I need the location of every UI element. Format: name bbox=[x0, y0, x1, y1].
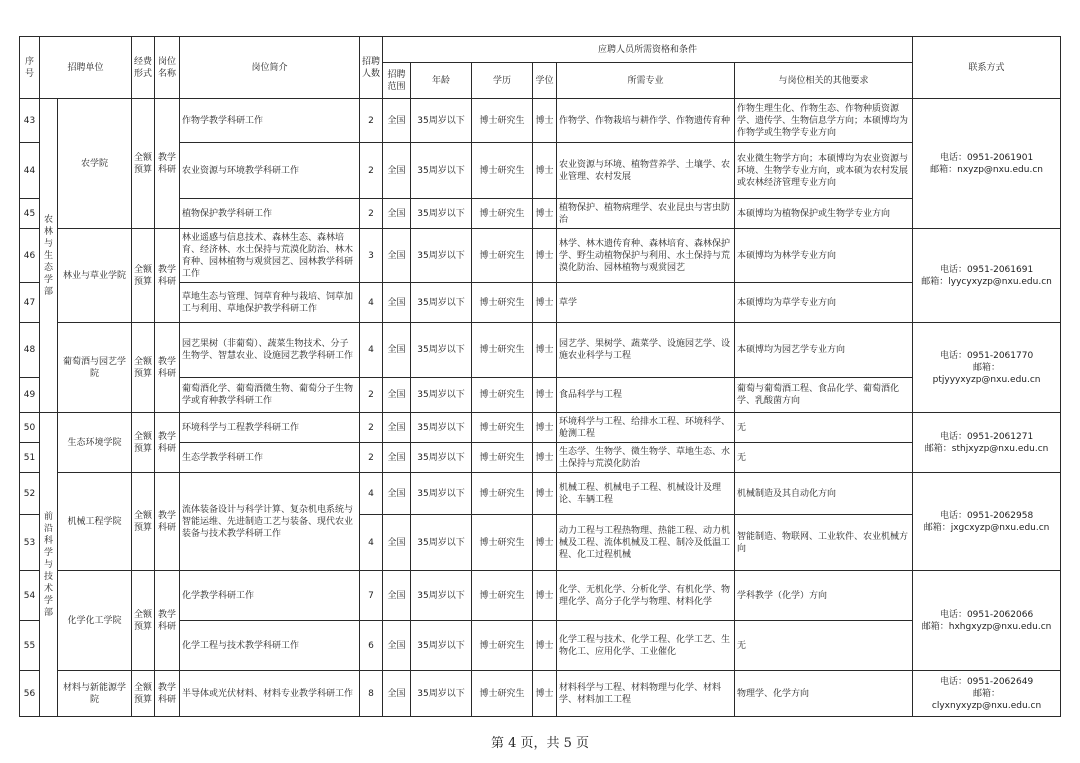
header-major: 所需专业 bbox=[557, 63, 735, 99]
header-post-name: 岗位名称 bbox=[155, 37, 180, 99]
scope-cell: 全国 bbox=[383, 621, 411, 671]
contact-tel: 电话：0951-2062958 bbox=[939, 510, 1034, 521]
contact-tel: 电话：0951-2061271 bbox=[939, 431, 1034, 442]
header-conditions: 应聘人员所需资格和条件 bbox=[383, 37, 913, 63]
major-cell: 农业资源与环境、植物营养学、土壤学、农业管理、农村发展 bbox=[557, 143, 735, 199]
degree-cell: 博士 bbox=[533, 413, 557, 443]
count-cell: 8 bbox=[360, 671, 383, 717]
age-cell: 35周岁以下 bbox=[411, 283, 472, 323]
scope-cell: 全国 bbox=[383, 571, 411, 621]
other-cell: 本硕博均为林学专业方向 bbox=[735, 229, 913, 283]
row-seq: 47 bbox=[20, 283, 40, 323]
major-cell: 园艺学、果树学、蔬菜学、设施园艺学、设施农业科学与工程 bbox=[557, 323, 735, 378]
post-intro: 植物保护教学科研工作 bbox=[180, 199, 360, 229]
other-cell: 无 bbox=[735, 621, 913, 671]
row-seq: 44 bbox=[20, 143, 40, 199]
age-cell: 35周岁以下 bbox=[411, 378, 472, 413]
contact-mail: 邮箱：jxgcxyzp@nxu.edu.cn bbox=[923, 522, 1050, 533]
degree-cell: 博士 bbox=[533, 671, 557, 717]
contact-cell bbox=[913, 671, 1061, 717]
age-cell: 35周岁以下 bbox=[411, 199, 472, 229]
contact-mail: 邮箱：nxyzp@nxu.edu.cn bbox=[930, 164, 1043, 175]
major-cell: 生态学、生物学、微生物学、草地生态、水土保持与荒漠化防治 bbox=[557, 443, 735, 473]
count-cell: 3 bbox=[360, 229, 383, 283]
table-row bbox=[20, 99, 1061, 143]
other-cell: 智能制造、物联网、工业软件、农业机械方向 bbox=[735, 515, 913, 571]
major-cell: 动力工程与工程热物理、热能工程、动力机械及工程、流体机械及工程、制冷及低温工程、化工过程机械 bbox=[557, 515, 735, 571]
funding-cell: 全额预算 bbox=[132, 473, 155, 571]
degree-cell: 博士 bbox=[533, 199, 557, 229]
post-intro: 作物学教学科研工作 bbox=[180, 99, 360, 143]
contact-mail: clyxnyxyzp@nxu.edu.cn bbox=[931, 700, 1042, 711]
contact-mail-label: 邮箱： bbox=[973, 362, 1001, 373]
count-cell: 6 bbox=[360, 621, 383, 671]
header-funding: 经费形式 bbox=[132, 37, 155, 99]
header-unit: 招聘单位 bbox=[40, 37, 132, 99]
edu-cell: 博士研究生 bbox=[472, 99, 533, 143]
post-intro: 半导体或光伏材料、材料专业教学科研工作 bbox=[180, 671, 360, 717]
header-edu: 学历 bbox=[472, 63, 533, 99]
row-seq: 54 bbox=[20, 571, 40, 621]
funding-cell: 全额预算 bbox=[132, 671, 155, 717]
count-cell: 2 bbox=[360, 199, 383, 229]
header-scope: 招聘范围 bbox=[383, 63, 411, 99]
table-row bbox=[20, 473, 1061, 515]
scope-cell: 全国 bbox=[383, 413, 411, 443]
major-cell: 机械工程、机械电子工程、机械设计及理论、车辆工程 bbox=[557, 473, 735, 515]
degree-cell: 博士 bbox=[533, 99, 557, 143]
division-agri: 农林与生态学部 bbox=[40, 99, 58, 413]
other-cell: 本硕博均为草学专业方向 bbox=[735, 283, 913, 323]
age-cell: 35周岁以下 bbox=[411, 99, 472, 143]
scope-cell: 全国 bbox=[383, 378, 411, 413]
post-intro: 葡萄酒化学、葡萄酒微生物、葡萄分子生物学或育种教学科研工作 bbox=[180, 378, 360, 413]
edu-cell: 博士研究生 bbox=[472, 378, 533, 413]
contact-cell bbox=[913, 413, 1061, 473]
unit-materials: 材料与新能源学院 bbox=[58, 671, 132, 717]
edu-cell: 博士研究生 bbox=[472, 283, 533, 323]
edu-cell: 博士研究生 bbox=[472, 413, 533, 443]
age-cell: 35周岁以下 bbox=[411, 413, 472, 443]
major-cell: 草学 bbox=[557, 283, 735, 323]
row-seq: 45 bbox=[20, 199, 40, 229]
row-seq: 48 bbox=[20, 323, 40, 378]
contact-cell bbox=[913, 473, 1061, 571]
funding-cell: 全额预算 bbox=[132, 571, 155, 671]
unit-mechanical: 机械工程学院 bbox=[58, 473, 132, 571]
age-cell: 35周岁以下 bbox=[411, 143, 472, 199]
count-cell: 2 bbox=[360, 143, 383, 199]
contact-cell bbox=[913, 323, 1061, 413]
recruitment-table bbox=[19, 36, 1061, 717]
degree-cell: 博士 bbox=[533, 443, 557, 473]
count-cell: 4 bbox=[360, 515, 383, 571]
post-intro: 草地生态与管理、饲草育种与栽培、饲草加工与利用、草地保护教学科研工作 bbox=[180, 283, 360, 323]
post-name-cell: 教学科研 bbox=[155, 229, 180, 323]
degree-cell: 博士 bbox=[533, 229, 557, 283]
funding-cell: 全额预算 bbox=[132, 99, 155, 229]
contact-mail: 邮箱：lyycyxyzp@nxu.edu.cn bbox=[921, 276, 1052, 287]
scope-cell: 全国 bbox=[383, 473, 411, 515]
degree-cell: 博士 bbox=[533, 621, 557, 671]
contact-tel: 电话：0951-2062066 bbox=[939, 609, 1034, 620]
post-intro: 生态学教学科研工作 bbox=[180, 443, 360, 473]
page-footer: 第 4 页，共 5 页 bbox=[490, 736, 590, 751]
post-intro: 流体装备设计与科学计算、复杂机电系统与智能运维、先进制造工艺与装备、现代农业装备与技术教学科研工作 bbox=[180, 473, 360, 571]
post-intro: 环境科学与工程教学科研工作 bbox=[180, 413, 360, 443]
edu-cell: 博士研究生 bbox=[472, 199, 533, 229]
funding-cell: 全额预算 bbox=[132, 323, 155, 413]
unit-ecology-env: 生态环境学院 bbox=[58, 413, 132, 473]
table-row bbox=[20, 571, 1061, 621]
scope-cell: 全国 bbox=[383, 199, 411, 229]
degree-cell: 博士 bbox=[533, 143, 557, 199]
other-cell: 作物生理生化、作物生态、作物种质资源学、遗传学、生物信息学方向；本硕博均为作物学或生物学专业方向 bbox=[735, 99, 913, 143]
count-cell: 2 bbox=[360, 99, 383, 143]
age-cell: 35周岁以下 bbox=[411, 671, 472, 717]
post-name-cell: 教学科研 bbox=[155, 571, 180, 671]
other-cell: 机械制造及其自动化方向 bbox=[735, 473, 913, 515]
edu-cell: 博士研究生 bbox=[472, 143, 533, 199]
age-cell: 35周岁以下 bbox=[411, 323, 472, 378]
division-frontier: 前沿科学与技术学部 bbox=[40, 413, 58, 717]
major-cell: 植物保护、植物病理学、农业昆虫与害虫防治 bbox=[557, 199, 735, 229]
degree-cell: 博士 bbox=[533, 323, 557, 378]
other-cell: 葡萄与葡萄酒工程、食品化学、葡萄酒化学、乳酸菌方向 bbox=[735, 378, 913, 413]
table-row bbox=[20, 323, 1061, 378]
count-cell: 2 bbox=[360, 413, 383, 443]
post-name-cell: 教学科研 bbox=[155, 413, 180, 473]
scope-cell: 全国 bbox=[383, 443, 411, 473]
unit-agronomy: 农学院 bbox=[58, 99, 132, 229]
edu-cell: 博士研究生 bbox=[472, 443, 533, 473]
other-cell: 无 bbox=[735, 443, 913, 473]
count-cell: 7 bbox=[360, 571, 383, 621]
row-seq: 55 bbox=[20, 621, 40, 671]
post-name-cell: 教学科研 bbox=[155, 473, 180, 571]
contact-tel: 电话：0951-2061691 bbox=[939, 264, 1034, 275]
unit-forestry: 林业与草业学院 bbox=[58, 229, 132, 323]
degree-cell: 博士 bbox=[533, 515, 557, 571]
scope-cell: 全国 bbox=[383, 515, 411, 571]
age-cell: 35周岁以下 bbox=[411, 443, 472, 473]
count-cell: 4 bbox=[360, 473, 383, 515]
post-intro: 化学工程与技术教学科研工作 bbox=[180, 621, 360, 671]
scope-cell: 全国 bbox=[383, 283, 411, 323]
edu-cell: 博士研究生 bbox=[472, 621, 533, 671]
funding-cell: 全额预算 bbox=[132, 413, 155, 473]
funding-cell: 全额预算 bbox=[132, 229, 155, 323]
row-seq: 56 bbox=[20, 671, 40, 717]
post-name-cell: 教学科研 bbox=[155, 323, 180, 413]
post-name-cell: 教学科研 bbox=[155, 671, 180, 717]
other-cell: 物理学、化学方向 bbox=[735, 671, 913, 717]
contact-tel: 电话：0951-2061901 bbox=[939, 152, 1034, 163]
degree-cell: 博士 bbox=[533, 473, 557, 515]
row-seq: 53 bbox=[20, 515, 40, 571]
major-cell: 材料科学与工程、材料物理与化学、材料学、材料加工工程 bbox=[557, 671, 735, 717]
major-cell: 化学、无机化学、分析化学、有机化学、物理化学、高分子化学与物理、材料化学 bbox=[557, 571, 735, 621]
degree-cell: 博士 bbox=[533, 571, 557, 621]
major-cell: 食品科学与工程 bbox=[557, 378, 735, 413]
post-intro: 化学教学科研工作 bbox=[180, 571, 360, 621]
header-post-intro: 岗位简介 bbox=[180, 37, 360, 99]
row-seq: 51 bbox=[20, 443, 40, 473]
header-seq: 序号 bbox=[20, 37, 40, 99]
contact-cell bbox=[913, 99, 1061, 229]
contact-cell bbox=[913, 229, 1061, 323]
row-seq: 43 bbox=[20, 99, 40, 143]
degree-cell: 博士 bbox=[533, 283, 557, 323]
post-intro: 林业遥感与信息技术、森林生态、森林培育、经济林、水土保持与荒漠化防治、林木育种、园林植物与观赏园艺、园林教学科研工作 bbox=[180, 229, 360, 283]
row-seq: 50 bbox=[20, 413, 40, 443]
age-cell: 35周岁以下 bbox=[411, 621, 472, 671]
header-degree: 学位 bbox=[533, 63, 557, 99]
count-cell: 4 bbox=[360, 323, 383, 378]
edu-cell: 博士研究生 bbox=[472, 671, 533, 717]
age-cell: 35周岁以下 bbox=[411, 229, 472, 283]
count-cell: 2 bbox=[360, 378, 383, 413]
table-row bbox=[20, 229, 1061, 283]
table-row bbox=[20, 413, 1061, 443]
count-cell: 4 bbox=[360, 283, 383, 323]
contact-mail: 邮箱：hxhgxyzp@nxu.edu.cn bbox=[921, 621, 1052, 632]
contact-mail-label: 邮箱： bbox=[973, 688, 1001, 699]
count-cell: 2 bbox=[360, 443, 383, 473]
major-cell: 作物学、作物栽培与耕作学、作物遗传育种 bbox=[557, 99, 735, 143]
other-cell: 农业微生物学方向；本硕博均为农业资源与环境、生物学专业方向，或本硕为农村发展或农林经济管理专业方向 bbox=[735, 143, 913, 199]
post-intro: 园艺果树（非葡萄）、蔬菜生物技术、分子生物学、智慧农业、设施园艺教学科研工作 bbox=[180, 323, 360, 378]
other-cell: 本硕博均为植物保护或生物学专业方向 bbox=[735, 199, 913, 229]
row-seq: 49 bbox=[20, 378, 40, 413]
edu-cell: 博士研究生 bbox=[472, 473, 533, 515]
contact-mail: 邮箱：sthjxyzp@nxu.edu.cn bbox=[924, 443, 1049, 454]
row-seq: 52 bbox=[20, 473, 40, 515]
major-cell: 环境科学与工程、给排水工程、环境科学、舱测工程 bbox=[557, 413, 735, 443]
scope-cell: 全国 bbox=[383, 99, 411, 143]
scope-cell: 全国 bbox=[383, 229, 411, 283]
post-intro: 农业资源与环境教学科研工作 bbox=[180, 143, 360, 199]
unit-chemistry: 化学化工学院 bbox=[58, 571, 132, 671]
contact-mail: ptjyyyxyzp@nxu.edu.cn bbox=[932, 374, 1041, 385]
age-cell: 35周岁以下 bbox=[411, 571, 472, 621]
scope-cell: 全国 bbox=[383, 671, 411, 717]
table-row bbox=[20, 671, 1061, 717]
post-name-cell: 教学科研 bbox=[155, 99, 180, 229]
major-cell: 林学、林木遗传育种、森林培育、森林保护学、野生动植物保护与利用、水土保持与荒漠化防治、园林植物与观赏园艺 bbox=[557, 229, 735, 283]
scope-cell: 全国 bbox=[383, 323, 411, 378]
other-cell: 无 bbox=[735, 413, 913, 443]
scope-cell: 全国 bbox=[383, 143, 411, 199]
contact-tel: 电话：0951-2062649 bbox=[939, 676, 1034, 687]
age-cell: 35周岁以下 bbox=[411, 515, 472, 571]
header-other: 与岗位相关的其他要求 bbox=[735, 63, 913, 99]
header-count: 招聘人数 bbox=[360, 37, 383, 99]
edu-cell: 博士研究生 bbox=[472, 571, 533, 621]
contact-tel: 电话：0951-2061770 bbox=[939, 350, 1034, 361]
major-cell: 化学工程与技术、化学工程、化学工艺、生物化工、应用化学、工业催化 bbox=[557, 621, 735, 671]
contact-cell bbox=[913, 571, 1061, 671]
other-cell: 本硕博均为园艺学专业方向 bbox=[735, 323, 913, 378]
edu-cell: 博士研究生 bbox=[472, 229, 533, 283]
edu-cell: 博士研究生 bbox=[472, 323, 533, 378]
other-cell: 学科教学（化学）方向 bbox=[735, 571, 913, 621]
header-contact: 联系方式 bbox=[913, 37, 1061, 99]
degree-cell: 博士 bbox=[533, 378, 557, 413]
header-age: 年龄 bbox=[411, 63, 472, 99]
age-cell: 35周岁以下 bbox=[411, 473, 472, 515]
edu-cell: 博士研究生 bbox=[472, 515, 533, 571]
row-seq: 46 bbox=[20, 229, 40, 283]
unit-wine-horticulture: 葡萄酒与园艺学院 bbox=[58, 323, 132, 413]
